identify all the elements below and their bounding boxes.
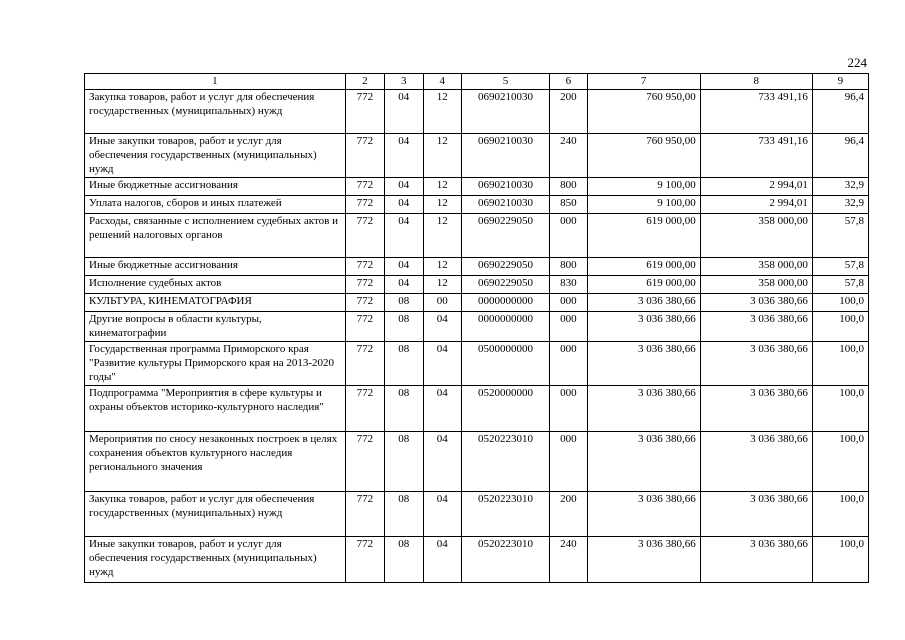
row-podrazdel: 00 bbox=[423, 294, 461, 312]
header-col-8: 8 bbox=[700, 74, 812, 90]
header-row bbox=[85, 74, 869, 90]
row-ved: 772 bbox=[345, 312, 384, 342]
row-razdel: 04 bbox=[385, 134, 423, 178]
row-fact: 2 994,01 bbox=[700, 196, 812, 214]
row-pct: 100,0 bbox=[812, 342, 868, 386]
row-fact: 2 994,01 bbox=[700, 178, 812, 196]
row-name: Мероприятия по сносу незаконных построек в целях сохранения объектов культурного наследия регионального значения bbox=[85, 432, 346, 492]
row-vr: 200 bbox=[550, 90, 587, 134]
row-pct: 57,8 bbox=[812, 214, 868, 258]
row-plan: 3 036 380,66 bbox=[587, 432, 700, 492]
row-name: Закупка товаров, работ и услуг для обеспечения государственных (муниципальных) нужд bbox=[85, 492, 346, 537]
row-razdel: 04 bbox=[385, 276, 423, 294]
row-ved: 772 bbox=[345, 537, 384, 583]
row-plan: 619 000,00 bbox=[587, 214, 700, 258]
row-plan: 619 000,00 bbox=[587, 258, 700, 276]
row-razdel: 04 bbox=[385, 196, 423, 214]
row-ved: 772 bbox=[345, 196, 384, 214]
row-ved: 772 bbox=[345, 294, 384, 312]
row-csr: 0690210030 bbox=[461, 134, 549, 178]
row-podrazdel: 04 bbox=[423, 492, 461, 537]
row-fact: 358 000,00 bbox=[700, 214, 812, 258]
row-vr: 240 bbox=[550, 537, 587, 583]
row-razdel: 08 bbox=[385, 342, 423, 386]
row-fact: 3 036 380,66 bbox=[700, 294, 812, 312]
header-col-7: 7 bbox=[587, 74, 700, 90]
table-row bbox=[85, 342, 869, 386]
row-csr: 0690229050 bbox=[461, 258, 549, 276]
row-podrazdel: 04 bbox=[423, 386, 461, 432]
header-col-3: 3 bbox=[385, 74, 423, 90]
row-fact: 358 000,00 bbox=[700, 258, 812, 276]
header-col-4: 4 bbox=[423, 74, 461, 90]
row-pct: 57,8 bbox=[812, 258, 868, 276]
row-vr: 800 bbox=[550, 258, 587, 276]
row-plan: 3 036 380,66 bbox=[587, 537, 700, 583]
row-plan: 619 000,00 bbox=[587, 276, 700, 294]
row-pct: 96,4 bbox=[812, 90, 868, 134]
row-csr: 0000000000 bbox=[461, 294, 549, 312]
row-ved: 772 bbox=[345, 178, 384, 196]
row-vr: 000 bbox=[550, 432, 587, 492]
row-csr: 0000000000 bbox=[461, 312, 549, 342]
row-plan: 3 036 380,66 bbox=[587, 312, 700, 342]
header-col-2: 2 bbox=[345, 74, 384, 90]
table-row bbox=[85, 214, 869, 258]
row-vr: 850 bbox=[550, 196, 587, 214]
row-plan: 9 100,00 bbox=[587, 196, 700, 214]
row-podrazdel: 12 bbox=[423, 178, 461, 196]
row-name: Иные закупки товаров, работ и услуг для обеспечения государственных (муниципальных) нужд bbox=[85, 134, 346, 178]
table-row bbox=[85, 432, 869, 492]
row-plan: 760 950,00 bbox=[587, 90, 700, 134]
header-col-1: 1 bbox=[85, 74, 346, 90]
row-csr: 0520223010 bbox=[461, 432, 549, 492]
row-razdel: 08 bbox=[385, 537, 423, 583]
row-plan: 760 950,00 bbox=[587, 134, 700, 178]
row-vr: 000 bbox=[550, 312, 587, 342]
row-vr: 200 bbox=[550, 492, 587, 537]
row-fact: 3 036 380,66 bbox=[700, 537, 812, 583]
row-name: Другие вопросы в области культуры, кинематографии bbox=[85, 312, 346, 342]
row-ved: 772 bbox=[345, 492, 384, 537]
row-ved: 772 bbox=[345, 386, 384, 432]
row-name: Иные закупки товаров, работ и услуг для обеспечения государственных (муниципальных) нужд bbox=[85, 537, 346, 583]
row-podrazdel: 12 bbox=[423, 276, 461, 294]
table-row bbox=[85, 492, 869, 537]
row-razdel: 08 bbox=[385, 386, 423, 432]
row-fact: 3 036 380,66 bbox=[700, 342, 812, 386]
row-pct: 32,9 bbox=[812, 196, 868, 214]
header-col-5: 5 bbox=[461, 74, 549, 90]
table-row bbox=[85, 258, 869, 276]
row-podrazdel: 04 bbox=[423, 342, 461, 386]
row-plan: 3 036 380,66 bbox=[587, 294, 700, 312]
row-name: КУЛЬТУРА, КИНЕМАТОГРАФИЯ bbox=[85, 294, 346, 312]
row-name: Уплата налогов, сборов и иных платежей bbox=[85, 196, 346, 214]
row-podrazdel: 12 bbox=[423, 258, 461, 276]
row-podrazdel: 12 bbox=[423, 134, 461, 178]
row-fact: 3 036 380,66 bbox=[700, 432, 812, 492]
row-fact: 358 000,00 bbox=[700, 276, 812, 294]
row-ved: 772 bbox=[345, 134, 384, 178]
row-razdel: 08 bbox=[385, 492, 423, 537]
row-razdel: 08 bbox=[385, 312, 423, 342]
row-ved: 772 bbox=[345, 342, 384, 386]
row-name: Закупка товаров, работ и услуг для обеспечения государственных (муниципальных) нужд bbox=[85, 90, 346, 134]
row-pct: 100,0 bbox=[812, 492, 868, 537]
table-body bbox=[85, 90, 869, 583]
row-razdel: 04 bbox=[385, 214, 423, 258]
row-vr: 240 bbox=[550, 134, 587, 178]
header-col-9: 9 bbox=[812, 74, 868, 90]
row-podrazdel: 04 bbox=[423, 312, 461, 342]
row-pct: 32,9 bbox=[812, 178, 868, 196]
row-pct: 100,0 bbox=[812, 432, 868, 492]
row-razdel: 08 bbox=[385, 294, 423, 312]
row-csr: 0690229050 bbox=[461, 214, 549, 258]
row-podrazdel: 12 bbox=[423, 214, 461, 258]
row-name: Подпрограмма "Мероприятия в сфере культуры и охраны объектов историко-культурного наследия" bbox=[85, 386, 346, 432]
row-fact: 3 036 380,66 bbox=[700, 386, 812, 432]
row-plan: 3 036 380,66 bbox=[587, 492, 700, 537]
row-csr: 0690210030 bbox=[461, 196, 549, 214]
row-plan: 3 036 380,66 bbox=[587, 342, 700, 386]
row-name: Государственная программа Приморского края "Развитие культуры Приморского края на 2013-2020 годы" bbox=[85, 342, 346, 386]
row-vr: 800 bbox=[550, 178, 587, 196]
row-vr: 000 bbox=[550, 386, 587, 432]
row-name: Расходы, связанные с исполнением судебных актов и решений налоговых органов bbox=[85, 214, 346, 258]
row-fact: 3 036 380,66 bbox=[700, 312, 812, 342]
row-pct: 100,0 bbox=[812, 386, 868, 432]
row-pct: 100,0 bbox=[812, 294, 868, 312]
row-razdel: 04 bbox=[385, 90, 423, 134]
table-row bbox=[85, 134, 869, 178]
row-pct: 100,0 bbox=[812, 537, 868, 583]
row-vr: 000 bbox=[550, 294, 587, 312]
row-podrazdel: 12 bbox=[423, 196, 461, 214]
row-razdel: 08 bbox=[385, 432, 423, 492]
table-row bbox=[85, 312, 869, 342]
row-name: Иные бюджетные ассигнования bbox=[85, 178, 346, 196]
row-name: Исполнение судебных актов bbox=[85, 276, 346, 294]
row-csr: 0520000000 bbox=[461, 386, 549, 432]
table-row bbox=[85, 294, 869, 312]
row-razdel: 04 bbox=[385, 178, 423, 196]
row-fact: 733 491,16 bbox=[700, 90, 812, 134]
row-fact: 3 036 380,66 bbox=[700, 492, 812, 537]
row-vr: 000 bbox=[550, 214, 587, 258]
row-csr: 0520223010 bbox=[461, 537, 549, 583]
row-vr: 830 bbox=[550, 276, 587, 294]
row-ved: 772 bbox=[345, 276, 384, 294]
row-ved: 772 bbox=[345, 258, 384, 276]
table-row bbox=[85, 276, 869, 294]
row-vr: 000 bbox=[550, 342, 587, 386]
table-row bbox=[85, 196, 869, 214]
row-ved: 772 bbox=[345, 90, 384, 134]
table-row bbox=[85, 90, 869, 134]
row-plan: 9 100,00 bbox=[587, 178, 700, 196]
row-csr: 0690229050 bbox=[461, 276, 549, 294]
row-podrazdel: 12 bbox=[423, 90, 461, 134]
row-csr: 0520223010 bbox=[461, 492, 549, 537]
row-csr: 0690210030 bbox=[461, 90, 549, 134]
row-csr: 0690210030 bbox=[461, 178, 549, 196]
row-csr: 0500000000 bbox=[461, 342, 549, 386]
row-razdel: 04 bbox=[385, 258, 423, 276]
header-col-6: 6 bbox=[550, 74, 587, 90]
row-name: Иные бюджетные ассигнования bbox=[85, 258, 346, 276]
row-podrazdel: 04 bbox=[423, 432, 461, 492]
table-row bbox=[85, 537, 869, 583]
budget-table bbox=[84, 73, 869, 583]
row-ved: 772 bbox=[345, 214, 384, 258]
row-plan: 3 036 380,66 bbox=[587, 386, 700, 432]
row-fact: 733 491,16 bbox=[700, 134, 812, 178]
table-row bbox=[85, 178, 869, 196]
row-podrazdel: 04 bbox=[423, 537, 461, 583]
row-pct: 96,4 bbox=[812, 134, 868, 178]
row-pct: 100,0 bbox=[812, 312, 868, 342]
page-number: 224 bbox=[847, 55, 867, 70]
row-ved: 772 bbox=[345, 432, 384, 492]
row-pct: 57,8 bbox=[812, 276, 868, 294]
table-row bbox=[85, 386, 869, 432]
